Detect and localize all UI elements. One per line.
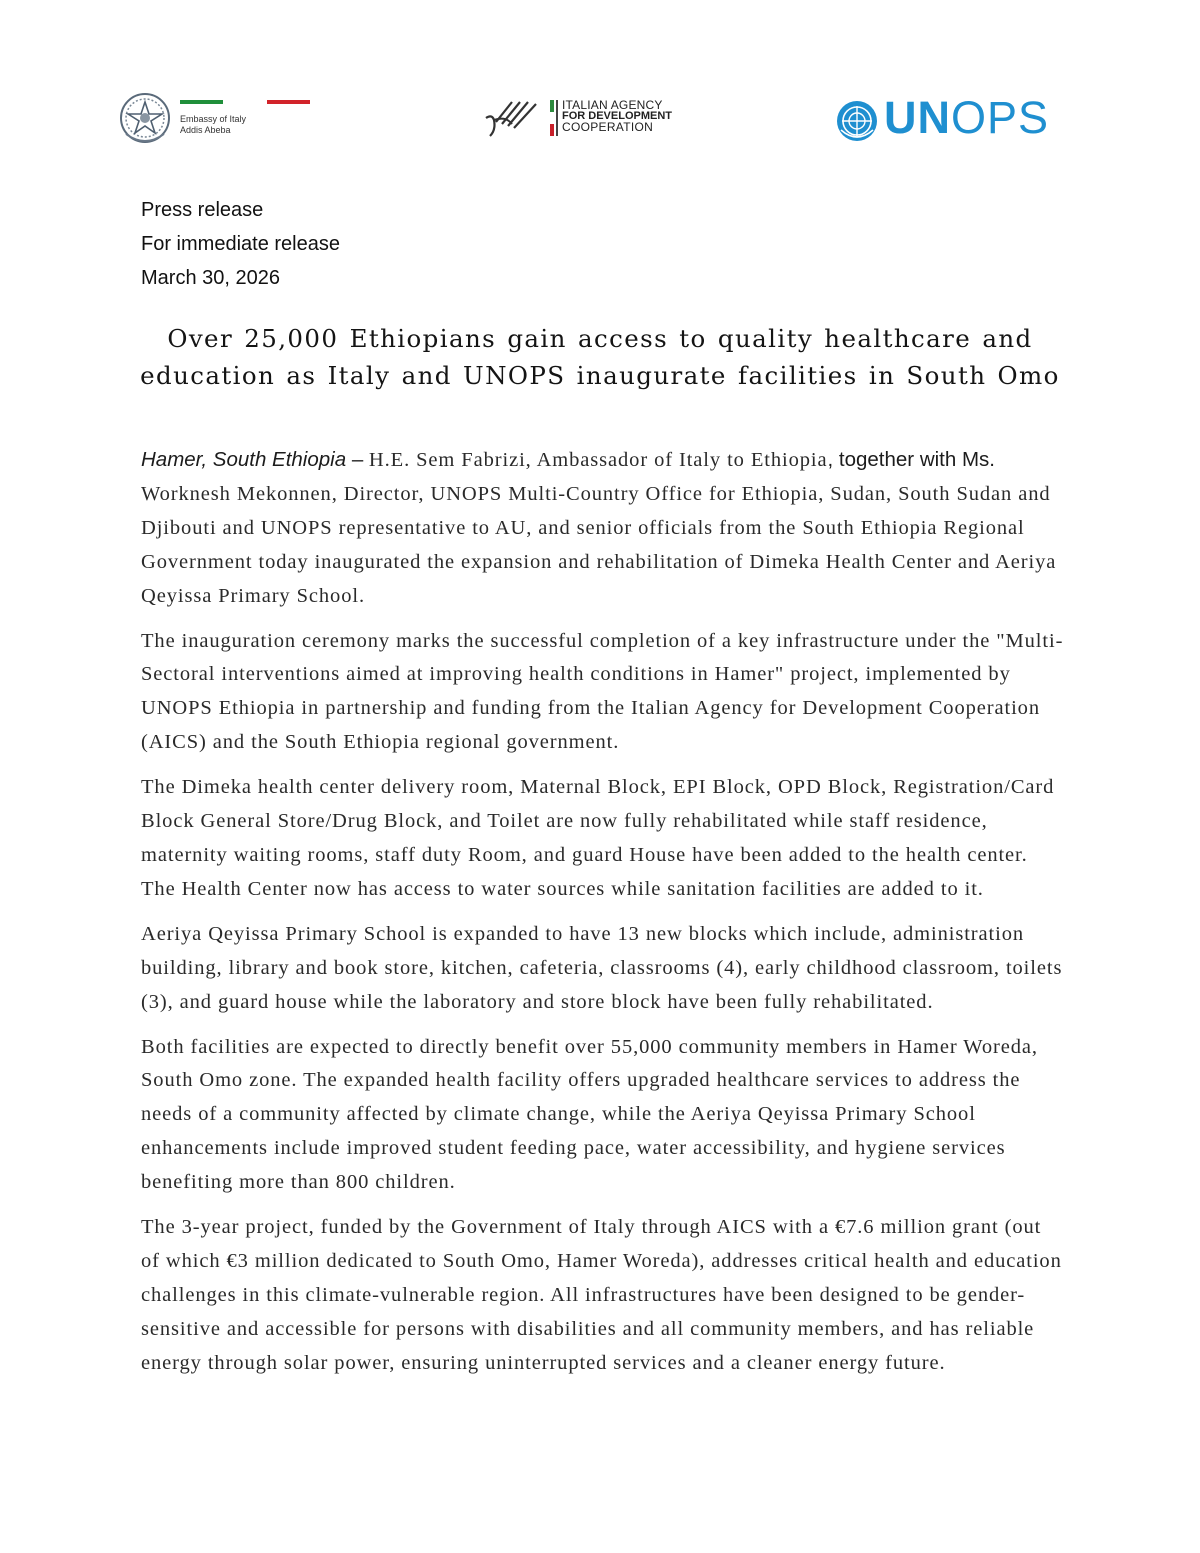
aics-hands-icon: [482, 96, 544, 140]
dateline: Hamer, South Ethiopia: [141, 448, 347, 471]
paragraph-funding: The 3-year project, funded by the Government of Italy through AICS with a €7.6 million grant (out of which €3 million dedicated to South Omo, Hamer Woreda), addresses critical health and education challenges in this climate-vulnerable region. All infrastructures have been designed to be gender-sensitive and accessible for persons with disabilities and all community members, and has reliable energy through solar power, ensuring uninterrupted services and a cleaner energy future.: [141, 1216, 1062, 1374]
headline: [100, 320, 1100, 394]
flag-stripe-red: [267, 100, 310, 104]
un-globe-icon: [836, 100, 878, 142]
aics-divider: [556, 100, 558, 136]
unops-logo: [836, 92, 1066, 144]
release-meta: [141, 193, 340, 295]
headline-line-1: Over 25,000 Ethiopians gain access to quality healthcare and: [167, 324, 1033, 353]
paragraph-ceremony: The inauguration ceremony marks the successful completion of a key infrastructure under the "Multi-Sectoral interventions aimed at improving health conditions in Hamer" project, implemented by UNOPS Ethiopia in partnership and funding from the Italian Agency for Development Cooperation (AICS) and the South Ethiopia regional government.: [141, 629, 1064, 754]
aics-label: ITALIAN AGENCY FOR DEVELOPMENT COOPERATION: [562, 98, 673, 134]
italian-emblem-icon: [118, 90, 172, 148]
aics-logo: [482, 96, 682, 142]
release-date: March 30, 2026: [141, 267, 280, 289]
paragraph-intro: Hamer, South Ethiopia – H.E. Sem Fabrizi, Ambassador of Italy to Ethiopia, together with Ms. Worknesh Mekonnen, Director, UNOPS Multi-Country Office for Ethiopia, Sudan, South Sudan and Djibouti and UNOPS representative to AU, and senior officials from the South Ethiopia Regional Government today inaugurated the expansion and rehabilitation of Dimeka Health Center and Aeriya Qeyissa Primary School.: [141, 448, 1057, 607]
embassy-label: Embassy of Italy Addis Abeba: [180, 114, 247, 135]
release-timing: For immediate release: [141, 233, 340, 255]
flag-stripe-white: [223, 100, 266, 104]
paragraph-beneficiaries: Both facilities are expected to directly benefit over 55,000 community members in Hamer Woreda, South Omo zone. The expanded health facility offers upgraded healthcare services to address the needs of a community affected by climate change, while the Aeriya Qeyissa Primary School enhancements include improved student feeding pace, water accessibility, and hygiene services benefiting more than 800 children.: [141, 1035, 1038, 1194]
article-body: [141, 443, 1066, 1392]
release-type: Press release: [141, 199, 264, 221]
aics-flag-bar: [550, 100, 554, 136]
unops-wordmark: UNOPS: [884, 92, 1050, 143]
flag-stripe-green: [180, 100, 223, 104]
paragraph-school: Aeriya Qeyissa Primary School is expanded to have 13 new blocks which include, administration building, library and book store, kitchen, cafeteria, classrooms (4), early childhood classroom, toilets (3), and guard house while the laboratory and store block have been fully rehabilitated.: [141, 922, 1063, 1013]
embassy-of-italy-logo: [118, 90, 318, 150]
italian-flag-stripe: [180, 100, 310, 104]
headline-line-2: education as Italy and UNOPS inaugurate facilities in South Omo: [140, 361, 1060, 390]
paragraph-health-center: The Dimeka health center delivery room, Maternal Block, EPI Block, OPD Block, Registration/Card Block General Store/Drug Block, and Toilet are now fully rehabilitated while staff residence, maternity waiting rooms, staff duty Room, and guard House have been added to the health center. The Health Center now has access to water sources while sanitation facilities are added to it.: [141, 776, 1055, 900]
